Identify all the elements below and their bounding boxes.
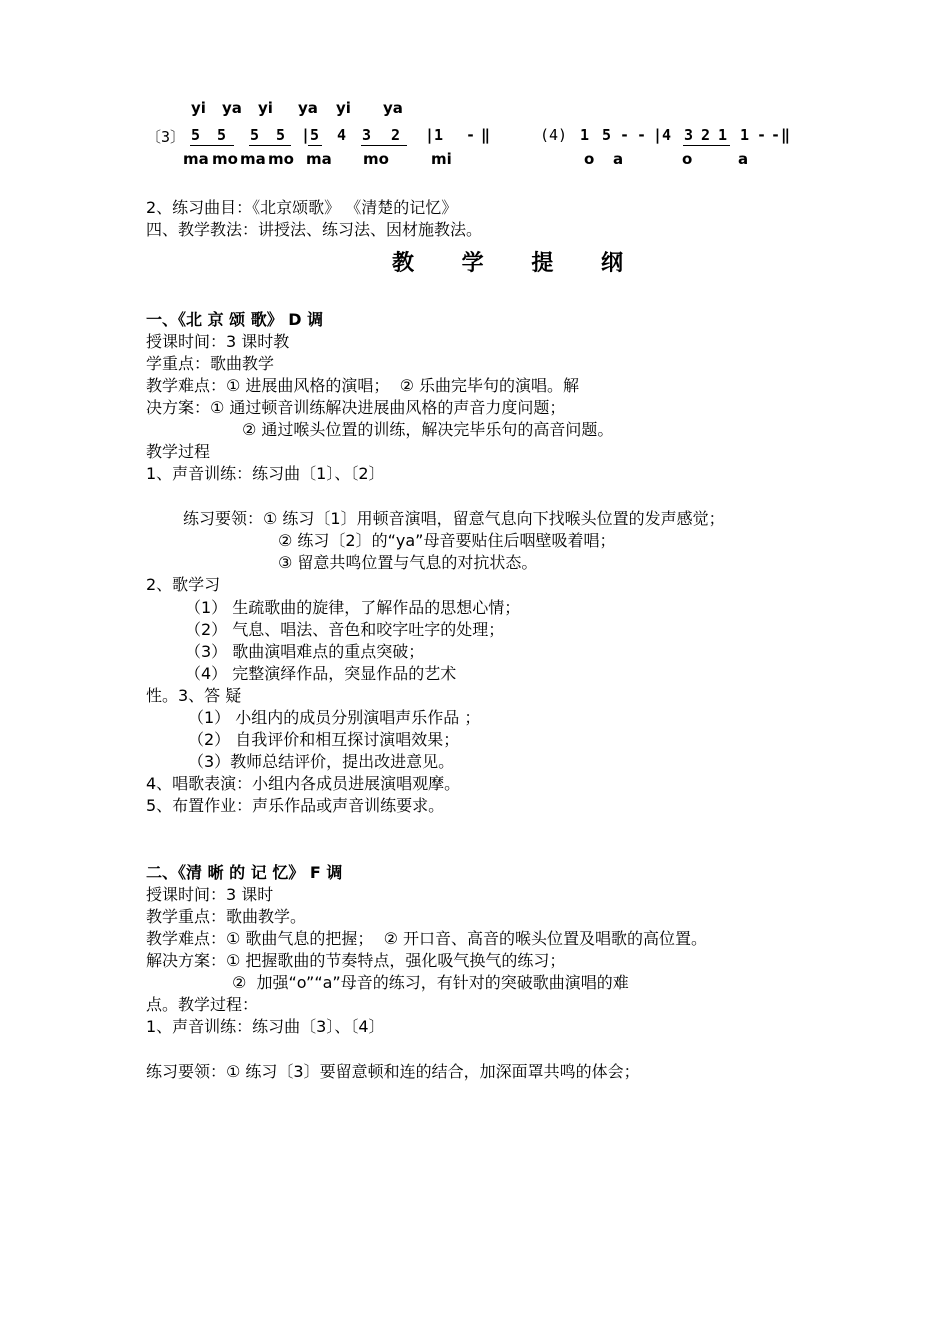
teaching-focus-line: 学重点：歌曲教学 xyxy=(146,354,275,373)
note: 2 xyxy=(701,126,711,144)
teaching-methods-line: 四、教学教法：讲授法、练习法、因材施教法。 xyxy=(146,220,483,239)
list-item: （2） 自我评价和相互探讨演唱效果； xyxy=(188,730,460,749)
note: 5 xyxy=(602,126,612,144)
double-barline: ‖ xyxy=(481,126,491,144)
lyric-syllable: yi xyxy=(336,99,351,117)
note: 5 xyxy=(250,126,260,144)
note: 3 xyxy=(684,126,694,144)
list-item: （1） 生疏歌曲的旋律，了解作品的思想心情； xyxy=(185,598,521,617)
note: 4 xyxy=(337,126,347,144)
note: 1 xyxy=(740,126,750,144)
lyric-syllable: yi xyxy=(258,99,273,117)
teaching-focus-line: 教学重点：歌曲教学。 xyxy=(146,907,307,926)
practice-key-line: ③ 留意共鸣位置与气息的对抗状态。 xyxy=(278,553,538,572)
page-title: 教 学 提 纲 xyxy=(392,251,643,276)
list-item: （3） 歌曲演唱难点的重点突破； xyxy=(185,642,425,661)
note: 1 xyxy=(580,126,590,144)
class-hours-line: 授课时间：3 课时 xyxy=(146,885,274,904)
performance-line: 4、唱歌表演：小组内各成员进展演唱观摩。 xyxy=(146,774,461,793)
beam-line xyxy=(361,145,407,146)
note: 3 xyxy=(362,126,372,144)
note: - xyxy=(637,126,647,144)
lyric-syllable: ya xyxy=(222,99,242,117)
beam-line xyxy=(249,145,291,146)
solution-line: ② 通过喉头位置的训练，解决完毕乐句的高音问题。 xyxy=(242,420,614,439)
process-heading: 教学过程 xyxy=(146,442,211,461)
teaching-difficulty-line: 教学难点：① 进展曲风格的演唱； ② 乐曲完毕句的演唱。解 xyxy=(146,376,580,395)
voice-training-line: 1、声音训练：练习曲〔3〕、〔4〕 xyxy=(146,1017,385,1036)
beam-line xyxy=(308,145,322,146)
note: - xyxy=(771,126,781,144)
list-item: （2） 气息、唱法、音色和咬字吐字的处理； xyxy=(185,620,505,639)
solution-line: ② 加强“o”“a”母音的练习，有针对的突破歌曲演唱的难 xyxy=(232,973,629,992)
beam-line xyxy=(190,145,234,146)
voice-training-line: 1、声音训练：练习曲〔1〕、〔2〕 xyxy=(146,464,385,483)
note: 2 xyxy=(391,126,401,144)
lyric-syllable: ya xyxy=(383,99,403,117)
class-hours-line: 授课时间：3 课时教 xyxy=(146,332,290,351)
lyric-syllable: a xyxy=(738,150,749,168)
lyric-syllable: mi xyxy=(431,150,452,168)
section-2-heading: 二、《清 晰 的 记 忆》 F 调 xyxy=(146,863,343,882)
note: 5 xyxy=(217,126,227,144)
lyric-syllable: a xyxy=(613,150,624,168)
qa-heading: 性。3、答 疑 xyxy=(146,686,242,705)
note: |4 xyxy=(653,126,672,144)
note: 5 xyxy=(191,126,201,144)
homework-line: 5、布置作业：声乐作品或声音训练要求。 xyxy=(146,796,445,815)
beam-line xyxy=(683,145,730,146)
exercise-3-label: 〔3〕 xyxy=(146,128,186,146)
solution-line: 解决方案：① 把握歌曲的节奏特点，强化吸气换气的练习； xyxy=(146,951,566,970)
double-barline: ‖ xyxy=(781,126,791,144)
lyric-syllable: ma xyxy=(240,150,266,168)
practice-key-line: ② 练习〔2〕的“ya”母音要贴住后咽壁吸着唱； xyxy=(278,531,616,550)
solution-line: 决方案：① 通过顿音训练解决进展曲风格的声音力度问题； xyxy=(146,398,566,417)
song-study-heading: 2、歌学习 xyxy=(146,575,221,594)
practice-key-line: 练习要领：① 练习〔1〕用顿音演唱，留意气息向下找喉头位置的发声感觉； xyxy=(183,509,725,528)
note: - xyxy=(466,126,476,144)
lyric-syllable: mo xyxy=(268,150,294,168)
practice-pieces-line: 2、练习曲目：《北京颂歌》 《清楚的记忆》 xyxy=(146,198,458,217)
lyric-syllable: o xyxy=(584,150,595,168)
note: |1 xyxy=(425,126,444,144)
process-heading: 点。教学过程： xyxy=(146,995,259,1014)
lyric-syllable: o xyxy=(682,150,693,168)
list-item: （3）教师总结评价，提出改进意见。 xyxy=(188,752,455,771)
practice-key-line: 练习要领：① 练习〔3〕要留意顿和连的结合，加深面罩共鸣的体会； xyxy=(146,1062,640,1081)
note: - xyxy=(620,126,630,144)
note: 5 xyxy=(276,126,286,144)
note: - xyxy=(757,126,767,144)
exercise-4-label: (4) xyxy=(540,126,568,144)
note: 1 xyxy=(718,126,728,144)
list-item: （4） 完整演绎作品，突显作品的艺术 xyxy=(185,664,457,683)
lyric-syllable: mo xyxy=(363,150,389,168)
section-1-heading: 一、《北 京 颂 歌》 D 调 xyxy=(146,310,324,329)
note: |5 xyxy=(301,126,320,144)
lyric-syllable: ya xyxy=(298,99,318,117)
lyric-syllable: ma xyxy=(306,150,332,168)
lyric-syllable: ma xyxy=(183,150,209,168)
lyric-syllable: yi xyxy=(191,99,206,117)
list-item: （1） 小组内的成员分别演唱声乐作品 ； xyxy=(188,708,481,727)
lyric-syllable: mo xyxy=(212,150,238,168)
teaching-difficulty-line: 教学难点：① 歌曲气息的把握； ② 开口音、高音的喉头位置及唱歌的高位置。 xyxy=(146,929,708,948)
